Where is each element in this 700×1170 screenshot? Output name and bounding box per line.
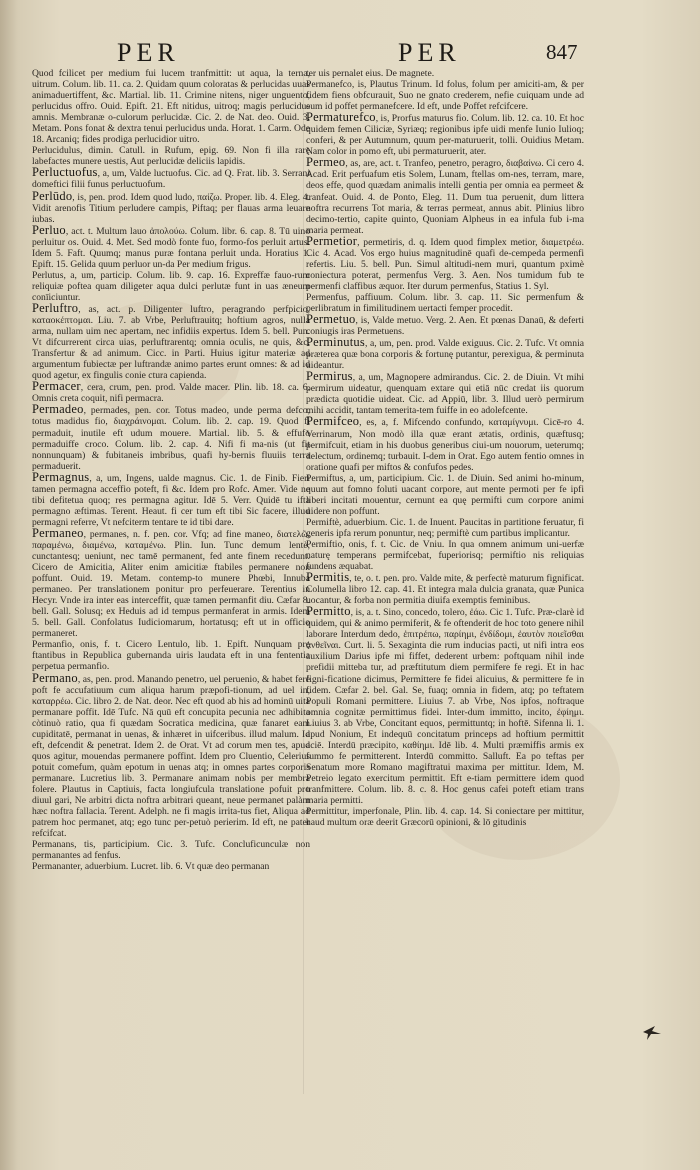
dictionary-entry	[306, 314, 584, 337]
dictionary-entry	[32, 639, 310, 672]
dictionary-entry	[306, 572, 584, 606]
entry-text: ter uis pernalet eius. De magnete.	[306, 68, 435, 79]
left-column	[32, 68, 310, 872]
entry-text: , a, um, Valde luctuofus. Cic. ad Q. Frat. lib. 3. Serrani domeftici filii funus perluctuofum.	[32, 168, 310, 191]
entry-headword: Perlūdo	[32, 188, 73, 203]
entry-text: , te, o. t. pen. pro. Valde mite, & perfectè maturum fignificat. Columella libro 12. cap. 41. Et integra mala dulcia granata, quæ Punica uocantur, & forba non permitia diuifa exemptis feminibus.	[306, 573, 584, 607]
dictionary-entry	[32, 145, 310, 167]
dictionary-entry	[306, 337, 584, 371]
dictionary-entry	[32, 300, 310, 382]
entry-text: , is, a. t. Sino, concedo, tolero, ἐάω. Cic 1. Tufc. Præ-clarè id quidem, qui & animo permiferit, & fe oftenderit de hoc toto genere nihil laborare Interdum dedo, ἐπιτρέπω, παρίημι, ἐνδίδομι, ἐαυτὸν ποιεῖσθαι ἀνθεῖναι. Curt. li. 5. Sexaginta die rum inducias pacti, ut nifi intra eos auxilium Darius ipfe mi fiffet, dederent urbem: poftquam nihil inde prefidii mitteba tur, ad præftitutum diem permifere fe regi. Et in hac figni-ficatione dicimus, Permittere fe fidei alicuius, & permittere fe in fidem. Cæfar 2. bel. Gal. Se, fuaq; omnia in fidem, atq; po teftatem Populi Romani permittere. Liuius 7. ab Vrbe, Nos ipfos, noftraque omnia cognitæ permittimus fidei. Inter-dum immitto, incito, ἐφίημι. Liuius 3. ab Vrbe, Concitant equos, permittuntq; in hoftē. Sifenna li. 1. apud Nonium, Et indequū concitatum princeps ad hoftium permittit aciē. Interdū præcipito, καθίημι. Idē lib. 4. Multi præmiffis armis ex fummo fe permitterent. Interdū committo. Salluft. Ea po teftas per Senatum more Romano magiftratui maxima per mittitur. Idem, M. Petreio legato exercitum permittit. Eft e-tiam permittere idem quod tranfmittere. Colum. lib. 8. c. 8. Hoc genus cafei poteft etiam trans maria permitti.	[306, 607, 584, 807]
entry-headword: Permitis	[306, 570, 350, 585]
dictionary-entry	[32, 861, 310, 872]
running-head-right: PER	[398, 38, 461, 67]
entry-headword: Permirus	[306, 369, 353, 384]
entry-text: , a, um, Ingens, ualde magnus. Cic. 1. de Finib. Fieri tamen permagna acceffio poteft, fi &c. Idem pro Rofc. Amer. Vide ne tibi defitetua quoq; res permagna agitur. Idē 5. Verr. Quidē tu ifta permagno æftimas. Terent. Heaut. fi cer tum eft tibi Sic facere, illud permagni referre, Vt nefciterm tentare te id tibi dare.	[32, 472, 310, 528]
entry-text: Permiftè, aduerbium. Cic. 1. de Inuent. Paucitas in partitione feruatur, fi generis ipfa rerum ponuntur, neq; permiftè cum partibus implicantur.	[306, 516, 584, 539]
entry-text: Permenfus, paffiuum. Colum. libr. 3. cap. 11. Sic permenfum & perlibratum in fimilitudinem uertacti femper procedit.	[306, 291, 584, 314]
entry-headword: Permadeo	[32, 402, 84, 417]
entry-headword: Perminutus	[306, 335, 365, 350]
entry-text: Perlutus, a, um, particip. Colum. lib. 9. cap. 16. Expreffæ fauo-rum reliquiæ poftea quam diligeter aqua dulci perlutæ funt in uas æneum conīiciuntur.	[32, 269, 310, 303]
entry-text: Perlucidulus, dimin. Catull. in Rufum, epig. 69. Non fi illa rarę labefactes munere uestis, Aut perlucidæ deliciis lapidis.	[32, 145, 310, 168]
entry-text: , as, pen. prod. Manando penetro, uel peruenio, & habet ferè poft fe accufatiuum cum aliqua harum præpofi-tionum, ad uel in, καταρρέω. Cic. libro 2. de Nat. deor. Nec eft quod ab his ad hominū uita permanare poffit. Idē Tufc. Nā quū eft concupita pecunia nec adhibita còtinuò ratio, qua fi quædam Socratica medicina, quæ fanaret eam cupiditatē, permanat in uenas, & inhæret in uifceribus. illud malum. Id eft, defcendit & penetrat. Idem 2. de Orat. Vt ad corum men tes, apud quos agitur, mouendas permanere poffint. Idem pro Cluentio, Celerius potuit comefum, quàm epotum in uenas atq; in omnes partes corporis permanare. Lucretius lib. 3. Permanare animam nobis per membra folere. Plautus in Captiuis, facta longiufcula translatione pofuit pro diuul gari, Ne arbitri dicta noftra arbitrari queant, neue permanet palàm hæc noftra fallacia. Terent. Adelph. ne fi magis irrita-tus fiet, Aliqua ad patrem hoc permanet, atq; ego tunc per-petuò perierim. Id eft, ne pater refcifcat.	[32, 673, 310, 840]
entry-text: , permetiris, d. q. Idem quod fimplex metior, διαμετρέω. Cic 4. Acad. Vos ergo huius magnitudinē quafi de-cempeda permenfi refertis. Liu. 5. bell. Pun. Simul altitudi-nem muri, quantum pximè coniectura poterat, permenfus Verg. 3. Aen. Nos tumidum fub te permenfi claffibus æquor. Iter durum permenfus, Statius 1. Syl.	[306, 236, 584, 292]
entry-text: , as, act. p. Diligenter luftro, peragrando perfpicio, καταοκέπτομαι. Liu. 7. ab Vrbe, Perluftrauitq; hoftium agros, nulla arma, nullam uim nec apertam, nec infidiis expertus. Idem 5. bell. Pun. Vt difcurrerent circa uias, perluftrarentq; omnia oculis, ne quis, &c. Transfertur & ad animum. Cicc. in Parti. Huius igitur materiæ ad argumentum fubiectæ per luftrandæ animo partes erunt omnes: & ad id quod agetur, ex fingulis conie ctura capienda.	[32, 303, 310, 382]
entry-text: Permananter, aduerbium. Lucret. lib. 6. Vt quæ deo permanan	[32, 861, 270, 873]
dictionary-entry	[306, 473, 584, 517]
dictionary-entry	[32, 469, 310, 528]
entry-text: Quod fcilicet per medium fui lucem tranfmittit: ut aqua, la terna, uitrum. Colum. lib. 11. ca. 2. Quidam quum coloratas & perlucidas uuas animaduertiffent, &c. Martial. lib. 11. Crimine nitens, niger unguento, perlucidus offro. Ouid. Epift. 21. Eft nitidus, uitroq; magis perlucidus amnis. Membranæ o-culorum perlucidæ. Cic. 2. de Nat. deo. Ouid. 3. Metam. Pons fonat & dextra tenui perlucidus unda. Horat. 1. Carm. Ode 18. Arcaniq; fides prodiga perlucidior uitro.	[32, 68, 310, 146]
entry-text: , a, um, pen. prod. Valde exiguus. Cic. 2. Tufc. Vt omnia præterea quæ bona corporis & fortunę putantur, perexigua, & perminuta uideantur.	[306, 338, 584, 372]
entry-headword: Permitto	[306, 604, 351, 619]
entry-text: Permiftio, onis, f. t. Cic. de Vniu. In qua omnem animum uni-uerfæ naturę temperans permifcebat, fuperiorisq; permiftio nis reliquias fundens æquabat.	[306, 538, 584, 573]
dictionary-entry	[306, 416, 584, 472]
entry-headword: Permetior	[306, 233, 358, 248]
entry-headword: Permaturefco	[306, 110, 376, 125]
entry-headword: Perluftro	[32, 300, 79, 315]
entry-text: , a, um, Magnopere admirandus. Cic. 2. de Diuin. Vt mihi permirum uideatur, quenquam extare qui etiā nūc credat iis quorum prædicta quotidie uideat. Cic. ad Appiū, libr. 3. Illud uerò permirum mihi accidit, tantam temerita-tem fuiffe in eo adolefcente.	[306, 372, 584, 417]
entry-text: Permanfio, onis, f. t. Cicero Lentulo, lib. 1. Epift. Nunquam prę ftantibus in Republica gubernanda uiris laudata eft in una fententia perpetua permanfio.	[32, 639, 310, 673]
dictionary-entry	[32, 167, 310, 190]
entry-text: , as, are, act. t. Tranfeo, penetro, peragro, διαβαίνω. Ci cero 4. Acad. Erit perfuafum etis Solem, Lunam, ftellas om-nes, terram, mare, deos effe, quod quædam animalis intelli gentia per omnia ea permeet & tranfeat. Ouid. 4. de Ponto, Eleg. 11. Dum tua peruenit, dum littera noftra recurrens Tot maria, & terras permeat, annus abit. Plinius libro decimo-tertio, capite quinto, Quoniam Alpheus in ea infula fub i-ma maria permeat.	[306, 158, 584, 236]
entry-text: , is, Prorfus maturus fio. Colum. lib. 12. ca. 10. Et hoc quidem femen Ciliciæ, Syriæq; regionibus ipfe uidi menfe Iunio Iulioq; conferi, & per Autumnum, quum per-maturuerit, tolli. Ouidius Metam. Nam color in pomo eft, ubi permaturuerit, ater.	[306, 113, 584, 158]
dictionary-entry	[306, 157, 584, 235]
entry-text: , act. t. Multum lauo ἀπολούω. Colum. libr. 6. cap. 8. Tū uino perluitur os. Ouid. 4. Met. Sed modò fonte fuo, formo-fos perluit artus. Idem 5. Faft. Quumq; manus puræ fontana perluit unda. Horatius 1. Epift. 15. Gelida quum perluor un-da Per medium frigus.	[32, 225, 310, 270]
entry-text: , cera, crum, pen. prod. Valde macer. Plin. lib. 18. ca. 6. Omnis creta coquit, nifi permacra.	[32, 382, 310, 405]
margin-mark-icon	[641, 1022, 663, 1044]
right-column	[306, 68, 584, 828]
dictionary-entry	[32, 68, 310, 145]
dictionary-entry	[306, 233, 584, 292]
entry-text: , is, Valde metuo. Verg. 2. Aen. Et pœnas Danaū, & deferti coniugis iras Permetuens.	[306, 315, 584, 338]
entry-text: , permanes, n. f. pen. cor. Vfq; ad fine maneo, διατελῶ, παραμένω, διαμένω, καταμένω. Plin. Iun. Tunc demum lentè, cunctantesq; ueniunt, nec tamē permanent, fed ante finem recedunt. Cicero de Amicitia, Aliter enim amicitiæ ftabiles permanere non poffunt. Ouid. 19. Metam. contemp-to munere Phœbi, Innuba permaneo. Per translationem ponitur pro perfeuerare. Terentius in Hecyr. Vnde ira inter eas interceffit, quæ tamen permanfit diu. Cæfar 8. bell. Gall. Solusq; ex Heduis ad id tempus permanferat in armis. Idem 5. bell. Gall. Confolatus Iudiciomarum, hortatusq; eft ut in officio permaneret.	[32, 528, 310, 640]
entry-text: Permiftus, a, um, participium. Cic. 1. de Diuin. Sed animi ho-minum, quum aut fomno foluti uacant corpore, aut mente permoti per fe ipfi liberi incitati mouentur, cernunt ea quę permifti cum corpore animi uidere non poffunt.	[306, 472, 584, 517]
dictionary-entry	[306, 539, 584, 572]
dictionary-entry	[306, 517, 584, 539]
entry-text: Permittitur, imperfonale, Plin. lib. 4. cap. 14. Si coniectare per mittitur, haud multum oræ deerit Græcorū opinioni, & lō gitudinis	[306, 806, 584, 829]
entry-headword: Perluo	[32, 222, 66, 237]
entry-text: Permanans, tis, participium. Cic. 3. Tufc. Concluficunculæ non permanantes ad fenfus.	[32, 839, 310, 862]
dictionary-entry	[32, 222, 310, 270]
dictionary-entry	[306, 112, 584, 157]
dictionary-entry	[306, 292, 584, 314]
page-number: 847	[546, 40, 578, 64]
dictionary-entry	[306, 606, 584, 806]
dictionary-entry	[306, 806, 584, 828]
entry-headword: Permagnus	[32, 469, 90, 484]
entry-headword: Permifceo	[306, 414, 360, 429]
dictionary-entry	[32, 188, 310, 225]
dictionary-entry	[306, 68, 584, 79]
dictionary-entry	[306, 79, 584, 112]
entry-headword: Permano	[32, 670, 78, 685]
entry-text: , es, a, f. Mifcendo confundo, καταμίγνυμι. Cicē-ro 4. Verrinarum, Non modò illa quæ erant ætatis, ordinis, quæftusq; permifcuit, etiam in his duobus generibus ciui-um nouorum, ueterumq; delectum, ordinemq; turbauit. I-dem in Orat. Ego autem fentio omnes in oratione quafi per miftos & confufos pedes.	[306, 417, 584, 473]
entry-text: , is, pen. prod. Idem quod ludo, παίζω. Proper. lib. 4. Eleg. 4. Vidit arenofis Titium perludere campis, Piftaq; per flauas arma leuare iubas.	[32, 191, 310, 225]
dictionary-entry	[32, 270, 310, 303]
entry-headword: Permeo	[306, 155, 346, 170]
entry-text: Permanefco, is, Plautus Trinum. Id folus, folum per amiciti-am, & per fidem fiens obfcurauit, Suo ne gnato crederem, nefie cuiquam unde ad eum id poffet permanefcere. Id eft, unde Poffet refcifcere.	[306, 79, 584, 113]
dictionary-entry	[306, 371, 584, 416]
dictionary-entry	[32, 525, 310, 640]
entry-headword: Permacer	[32, 379, 81, 394]
running-head-left: PER	[117, 38, 180, 67]
dictionary-entry	[32, 381, 310, 404]
entry-headword: Perluctuofus	[32, 165, 98, 180]
entry-headword: Permaneo	[32, 525, 84, 540]
dictionary-entry	[32, 839, 310, 861]
entry-headword: Permetuo	[306, 312, 356, 327]
entry-text: , permades, pen. cor. Totus madeo, unde perma defco, totus madidus fio, διαχράινομαι. Colum. lib. 2. cap. 19. Quod fi permaduit, inutile eft udum mouere. Martial. lib. 5. & effufo permaduiffe croco. Colum. lib. 2. cap. 4. Nifi fi ma-nis (ut fit nonnunquam) & fubitaneis imbribus, quafi hy-bernis fluuiis terra permaduerit.	[32, 405, 310, 472]
dictionary-entry	[32, 670, 310, 840]
dictionary-entry	[32, 404, 310, 471]
